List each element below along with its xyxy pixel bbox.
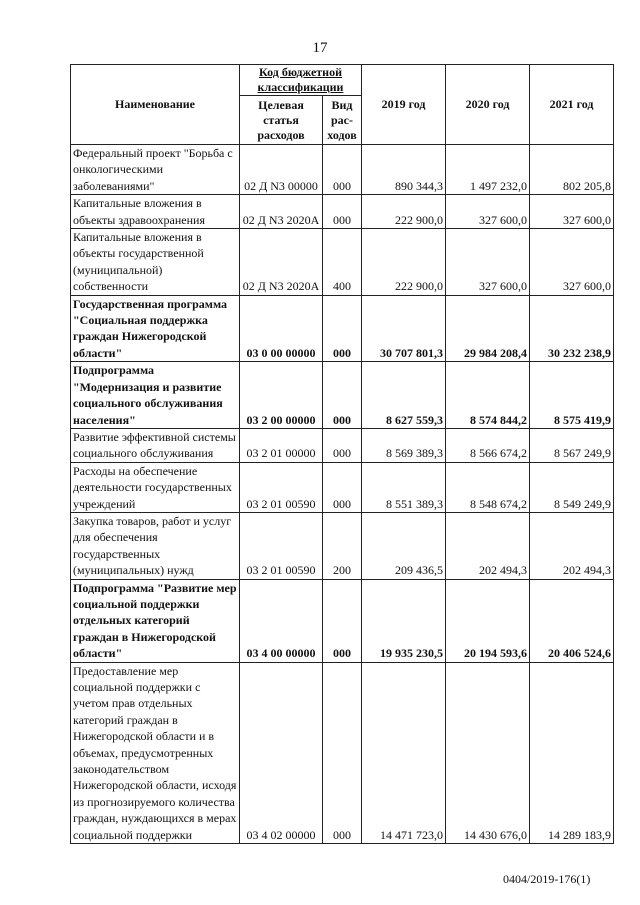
table-row [71, 662, 614, 843]
table-row [71, 428, 614, 462]
row-target-code: 03 0 00 00000 [240, 295, 323, 362]
row-expense-type: 200 [323, 512, 362, 579]
footer-document-code: 0404/2019-176(1) [503, 872, 591, 886]
row-value-2019: 222 900,0 [362, 229, 446, 296]
row-name: Капитальные вложения в объекты здравоохранения [71, 195, 240, 229]
row-value-2020: 327 600,0 [446, 229, 530, 296]
row-value-2021: 8 567 249,9 [530, 428, 614, 462]
row-value-2020: 202 494,3 [446, 512, 530, 579]
table-row [71, 362, 614, 429]
row-value-2020: 1 497 232,0 [446, 145, 530, 195]
row-expense-type: 000 [323, 462, 362, 512]
header-2019: 2019 год [362, 65, 446, 145]
row-expense-type: 000 [323, 362, 362, 429]
header-name: Наименование [71, 65, 240, 145]
row-value-2021: 802 205,8 [530, 145, 614, 195]
budget-table [70, 64, 614, 844]
header-expense-type: Вид рас-ходов [323, 96, 362, 145]
row-value-2019: 30 707 801,3 [362, 295, 446, 362]
header-code-group: Код бюджетной классификации [240, 65, 362, 96]
row-target-code: 03 4 00 00000 [240, 579, 323, 662]
row-value-2020: 8 566 674,2 [446, 428, 530, 462]
row-name: Федеральный проект "Борьба с онкологическими заболеваниями" [71, 145, 240, 195]
table-row [71, 295, 614, 362]
header-2021: 2021 год [530, 65, 614, 145]
row-expense-type: 000 [323, 195, 362, 229]
row-target-code: 03 2 01 00590 [240, 512, 323, 579]
row-value-2019: 8 627 559,3 [362, 362, 446, 429]
row-value-2021: 327 600,0 [530, 229, 614, 296]
header-2020: 2020 год [446, 65, 530, 145]
row-expense-type: 000 [323, 428, 362, 462]
row-target-code: 03 2 01 00000 [240, 428, 323, 462]
row-name: Предоставление мер социальной поддержки с учетом прав отдельных категорий граждан в Нижегородской области и в объемах, предусмотренных законодательством Нижегородской области, исходя из прогнозируемого количества граждан, нуждающихся в мерах социальной поддержки [71, 662, 240, 843]
row-value-2021: 8 549 249,9 [530, 462, 614, 512]
row-value-2019: 8 551 389,3 [362, 462, 446, 512]
row-value-2019: 222 900,0 [362, 195, 446, 229]
row-target-code: 02 Д N3 2020A [240, 229, 323, 296]
row-value-2021: 327 600,0 [530, 195, 614, 229]
row-name: Подпрограмма "Модернизация и развитие социального обслуживания населения" [71, 362, 240, 429]
row-value-2019: 14 471 723,0 [362, 662, 446, 843]
table-row [71, 579, 614, 662]
row-name: Государственная программа "Социальная поддержка граждан Нижегородской области" [71, 295, 240, 362]
row-value-2019: 8 569 389,3 [362, 428, 446, 462]
header-target-article: Целевая статья расходов [240, 96, 323, 145]
row-target-code: 03 2 01 00590 [240, 462, 323, 512]
row-expense-type: 000 [323, 145, 362, 195]
table-row [71, 229, 614, 296]
row-name: Развитие эффективной системы социального обслуживания [71, 428, 240, 462]
row-name: Подпрограмма "Развитие мер социальной поддержки отдельных категорий граждан в Нижегородской области" [71, 579, 240, 662]
row-expense-type: 400 [323, 229, 362, 296]
row-target-code: 02 Д N3 2020A [240, 195, 323, 229]
row-expense-type: 000 [323, 579, 362, 662]
row-name: Капитальные вложения в объекты государственной (муниципальной) собственности [71, 229, 240, 296]
row-value-2021: 30 232 238,9 [530, 295, 614, 362]
row-value-2021: 8 575 419,9 [530, 362, 614, 429]
table-row [71, 195, 614, 229]
row-value-2019: 19 935 230,5 [362, 579, 446, 662]
row-value-2020: 29 984 208,4 [446, 295, 530, 362]
row-name: Расходы на обеспечение деятельности государственных учреждений [71, 462, 240, 512]
row-value-2019: 209 436,5 [362, 512, 446, 579]
table-row [71, 512, 614, 579]
row-value-2021: 14 289 183,9 [530, 662, 614, 843]
row-value-2020: 20 194 593,6 [446, 579, 530, 662]
row-value-2021: 202 494,3 [530, 512, 614, 579]
row-name: Закупка товаров, работ и услуг для обеспечения государственных (муниципальных) нужд [71, 512, 240, 579]
row-value-2020: 327 600,0 [446, 195, 530, 229]
row-target-code: 02 Д N3 00000 [240, 145, 323, 195]
table-row [71, 462, 614, 512]
row-value-2020: 14 430 676,0 [446, 662, 530, 843]
page-number: 17 [312, 40, 328, 56]
row-expense-type: 000 [323, 295, 362, 362]
table-row [71, 145, 614, 195]
row-value-2020: 8 548 674,2 [446, 462, 530, 512]
row-value-2021: 20 406 524,6 [530, 579, 614, 662]
row-target-code: 03 2 00 00000 [240, 362, 323, 429]
row-value-2019: 890 344,3 [362, 145, 446, 195]
row-value-2020: 8 574 844,2 [446, 362, 530, 429]
row-expense-type: 000 [323, 662, 362, 843]
row-target-code: 03 4 02 00000 [240, 662, 323, 843]
